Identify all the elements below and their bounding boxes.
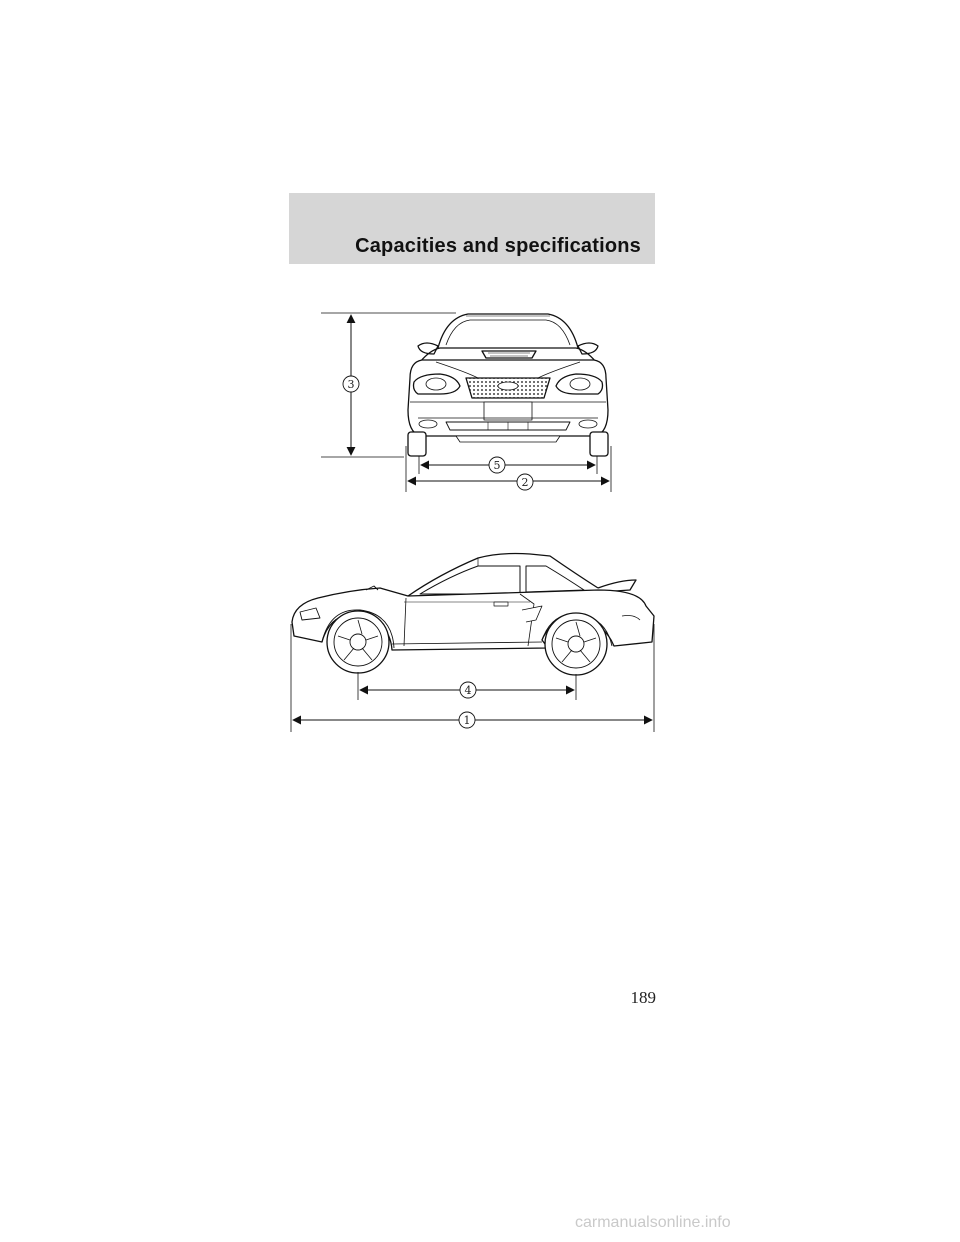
- callout-1-label: 1: [463, 714, 471, 727]
- callout-1: [459, 712, 475, 728]
- callout-2-label: 2: [521, 476, 529, 489]
- callout-5: [489, 457, 505, 473]
- page-number: 189: [630, 988, 656, 1007]
- callout-3: [343, 376, 359, 392]
- callout-2: [517, 474, 533, 490]
- front-view-drawing: [408, 314, 608, 456]
- watermark-text: carmanualsonline.info: [575, 1214, 731, 1231]
- callout-5-label: 5: [493, 459, 501, 472]
- callout-3-label: 3: [347, 378, 355, 391]
- callout-4: [460, 682, 476, 698]
- section-title: Capacities and specifications: [355, 235, 641, 257]
- callout-4-label: 4: [464, 684, 472, 697]
- side-view-drawing: [292, 554, 654, 676]
